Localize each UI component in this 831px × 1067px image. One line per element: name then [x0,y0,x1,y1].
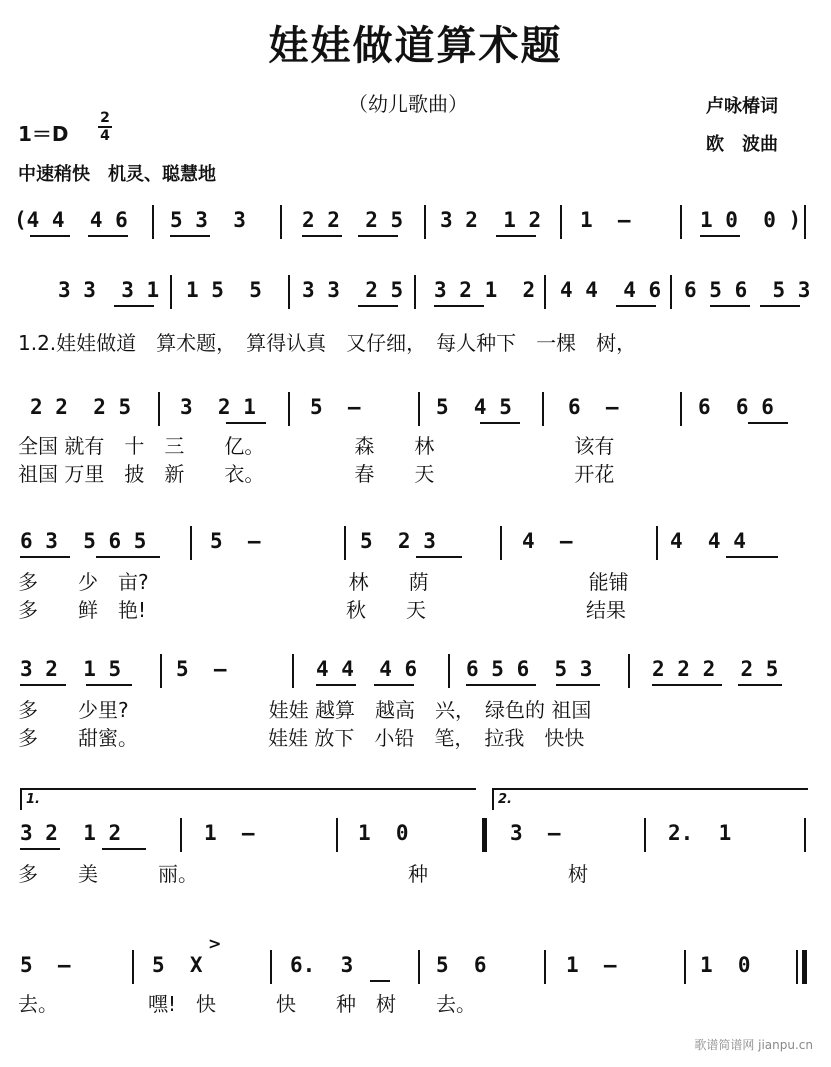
site-watermark: 歌谱简谱网 jianpu.cn [694,1038,813,1052]
measure: 4 4 4 6 [316,657,418,681]
barline [680,392,682,426]
underline [358,235,398,237]
composer-credit: 欧 波曲 [706,134,778,155]
barline [180,818,182,852]
time-signature [98,110,112,144]
measure: 1 0 [700,953,751,977]
measure: 1 – [566,953,617,977]
measure: 1 0 0 ) [700,208,802,232]
barline [644,818,646,852]
barline [560,205,562,239]
lyric-line: 多 少 亩? 林 荫 能铺 [18,570,629,594]
measure: 6 – [568,395,619,419]
barline [500,526,502,560]
measure: 3 2 1 2 [20,821,122,845]
underline [88,235,128,237]
volta-number-1: 1. [26,792,40,807]
measure: 3 3 3 1 [58,278,160,302]
underline [726,556,778,558]
lyric-line: 去。 嘿! 快 快 种 树 去。 [18,992,477,1016]
barline [190,526,192,560]
underline [170,235,210,237]
barline [804,818,806,852]
measure: 6 3 5 6 5 [20,529,147,553]
barline [448,654,450,688]
score-system [0,392,831,486]
barline [684,950,686,984]
barline [344,526,346,560]
measure: 4 4 4 6 [560,278,662,302]
underline [760,305,800,307]
measure: 2 2 2 2 5 [652,657,779,681]
lyric-line: 多 甜蜜。 娃娃 放下 小铅 笔， 拉我 快快 [18,726,585,750]
measure: 4 4 4 [670,529,746,553]
volta-bracket-2-edge [492,788,494,810]
barline [270,950,272,984]
measure: (4 4 4 6 [14,208,128,232]
key-signature: 1＝D [18,122,69,146]
barline [670,275,672,309]
barline [288,392,290,426]
measure: 1 0 [358,821,409,845]
measure: 5 4 5 [436,395,512,419]
underline [466,684,536,686]
measure: 6 5 6 5 3 [684,278,811,302]
underline [302,235,342,237]
time-signature-top: 2 [100,110,110,126]
score-system [0,950,831,1016]
underline [30,235,70,237]
time-signature-bottom: 4 [100,128,110,144]
score-system [0,654,831,750]
measure: 3 2 1 [180,395,256,419]
volta-number-2: 2. [498,792,512,807]
lyricist-credit: 卢咏椿词 [706,96,778,117]
score-system-intro [0,205,831,263]
barline [152,205,154,239]
measure: 3 3 2 5 [302,278,404,302]
barline [132,950,134,984]
measure: 2. 1 [668,821,732,845]
underline [370,980,390,982]
underline [700,235,740,237]
lyric-line: 多 鲜 艳! 秋 天 结果 [18,598,627,622]
underline [114,305,154,307]
lyric-line: 多 美 丽。 种 树 [18,862,588,886]
lyric-line: 1.2.娃娃做道 算术题， 算得认真 又仔细， 每人种下 一棵 树， [18,331,637,355]
measure: 5 X [152,953,203,977]
barline [656,526,658,560]
final-barline-thick [802,950,807,984]
measure: 1 5 5 [186,278,262,302]
underline [480,422,520,424]
score-system [0,818,831,886]
underline [416,556,462,558]
underline [556,684,600,686]
measure: 6. 3 [290,953,354,977]
underline [710,305,750,307]
measure: 3 2 1 5 [20,657,122,681]
volta-bracket-1-edge [20,788,22,810]
barline [280,205,282,239]
measure: 6 6 6 [698,395,774,419]
measure: 5 – [20,953,71,977]
barline [544,275,546,309]
underline [316,684,356,686]
barline [680,205,682,239]
underline [738,684,782,686]
barline [804,205,806,239]
measure: 3 2 1 2 [440,208,542,232]
measure: 3 2 1 2 [434,278,536,302]
underline [86,684,132,686]
barline [288,275,290,309]
underline [358,305,398,307]
measure: 5 – [310,395,361,419]
underline [652,684,722,686]
tempo-marking: 中速稍快 机灵、聪慧地 [18,164,216,185]
song-subtitle: （幼儿歌曲） [348,92,468,116]
measure: 3 – [510,821,561,845]
barline [158,392,160,426]
underline [102,848,146,850]
barline [170,275,172,309]
score-system [0,275,831,355]
underline [434,305,484,307]
measure: 5 2 3 [360,529,436,553]
volta-bracket-1 [20,788,476,790]
barline [160,654,162,688]
underline [496,235,536,237]
underline [20,848,60,850]
song-title: 娃娃做道算术题 [268,22,563,69]
measure: 6 5 6 5 3 [466,657,593,681]
barline [418,392,420,426]
underline [374,684,414,686]
barline [542,392,544,426]
measure: 2 2 2 5 [302,208,404,232]
lyric-line: 祖国 万里 披 新 衣。 春 天 开花 [18,462,615,486]
lyric-line: 多 少里? 娃娃 越算 越高 兴， 绿色的 祖国 [18,698,592,722]
underline [20,556,70,558]
underline [748,422,788,424]
barline [292,654,294,688]
underline [226,422,266,424]
underline [616,305,656,307]
measure: 4 – [522,529,573,553]
underline [96,556,160,558]
accent-mark: > [208,934,222,953]
barline [544,950,546,984]
barline [418,950,420,984]
barline [424,205,426,239]
barline [628,654,630,688]
score-system [0,526,831,622]
final-barline-thin [796,950,798,984]
barline [336,818,338,852]
measure: 5 – [210,529,261,553]
measure: 5 3 3 [170,208,246,232]
measure: 1 – [204,821,255,845]
measure: 2 2 2 5 [30,395,132,419]
lyric-line: 全国 就有 十 三 亿。 森 林 该有 [18,434,615,458]
underline [20,684,66,686]
volta-bracket-2 [492,788,808,790]
measure: 5 – [176,657,227,681]
repeat-barline [482,818,487,852]
barline [414,275,416,309]
measure: 5 6 [436,953,487,977]
measure: 1 – [580,208,631,232]
